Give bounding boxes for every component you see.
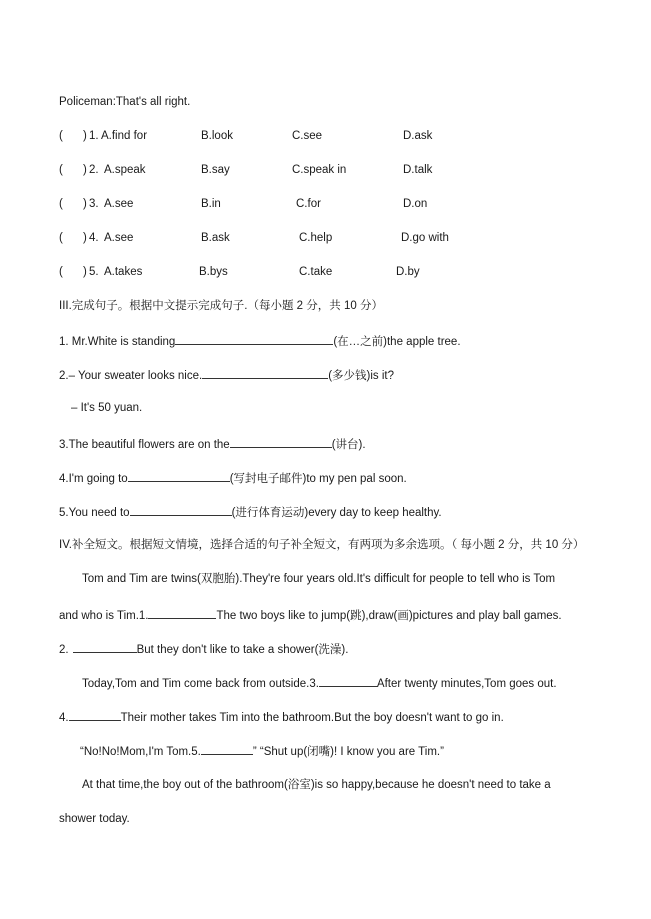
sentence-text: (写封电子邮件)to my pen pal soon. xyxy=(229,473,407,485)
answer-bracket-close: ) xyxy=(83,130,87,142)
answer-bracket-close: ) xyxy=(83,266,87,278)
answer-bracket-open: ( xyxy=(59,198,63,210)
option-b: B.bys xyxy=(199,266,228,278)
sentence-text: 2.– Your sweater looks nice. xyxy=(59,370,203,382)
option-d: D.ask xyxy=(403,130,433,142)
passage-text: “No!No!Mom,I'm Tom.5. xyxy=(80,746,201,758)
option-b: B.ask xyxy=(201,232,230,244)
option-d: D.go with xyxy=(401,232,449,244)
passage-text: Today,Tom and Tim come back from outside.3. xyxy=(82,678,319,690)
answer-bracket-open: ( xyxy=(59,232,63,244)
passage-line xyxy=(82,675,557,691)
answer-blank[interactable] xyxy=(175,333,333,345)
sentence-text: 4.I'm going to xyxy=(59,473,128,485)
sentence-1 xyxy=(59,333,461,349)
option-b: B.look xyxy=(201,130,233,142)
answer-blank[interactable] xyxy=(130,504,232,516)
answer-blank[interactable] xyxy=(202,367,328,379)
sentence-text: (在…之前)the apple tree. xyxy=(333,336,461,348)
sentence-text: (讲台). xyxy=(331,439,366,451)
option-c: C.speak in xyxy=(292,164,347,176)
answer-bracket-open: ( xyxy=(59,266,63,278)
option-a: A.takes xyxy=(104,266,143,278)
option-b: B.say xyxy=(201,164,230,176)
option-a: A.find for xyxy=(101,130,148,142)
answer-blank[interactable] xyxy=(128,470,230,482)
sentence-2-answer: – It's 50 yuan. xyxy=(71,402,143,414)
sentence-2 xyxy=(59,367,394,383)
option-c: C.help xyxy=(299,232,333,244)
passage-text: 4. xyxy=(59,712,69,724)
passage-text: and who is Tim.1. xyxy=(59,610,149,622)
passage-line: Tom and Tim are twins(双胞胎).They're four years old.It's difficult for people to tell who is Tom xyxy=(82,573,556,585)
passage-text: After twenty minutes,Tom goes out. xyxy=(376,678,557,690)
answer-bracket-close: ) xyxy=(83,232,87,244)
sentence-text: 1. Mr.White is standing xyxy=(59,336,176,348)
option-c: C.take xyxy=(299,266,333,278)
passage-line: At that time,the boy out of the bathroom(浴室)is so happy,because he doesn't need to take a xyxy=(82,779,551,791)
sentence-5 xyxy=(59,504,442,520)
option-a: A.see xyxy=(104,198,134,210)
passage-text: ” “Shut up(闭嘴)! I know you are Tim.” xyxy=(252,746,444,758)
question-number: 3. xyxy=(89,198,99,210)
question-number: 1. xyxy=(89,130,99,142)
passage-end-line: Policeman:That's all right. xyxy=(59,96,191,108)
option-c: C.for xyxy=(296,198,321,210)
passage-line xyxy=(80,743,444,759)
option-c: C.see xyxy=(292,130,323,142)
option-a: A.see xyxy=(104,232,134,244)
passage-line xyxy=(59,641,348,657)
answer-bracket-open: ( xyxy=(59,164,63,176)
passage-text: But they don't like to take a shower(洗澡). xyxy=(136,644,349,656)
answer-blank[interactable] xyxy=(148,607,216,619)
sentence-text: (多少钱)is it? xyxy=(328,370,395,382)
sentence-4 xyxy=(59,470,407,486)
answer-bracket-open: ( xyxy=(59,130,63,142)
answer-blank[interactable] xyxy=(73,641,137,653)
answer-bracket-close: ) xyxy=(83,164,87,176)
option-d: D.on xyxy=(403,198,428,210)
sentence-text: 5.You need to xyxy=(59,507,130,519)
question-number: 4. xyxy=(89,232,99,244)
option-a: A.speak xyxy=(104,164,146,176)
passage-line xyxy=(59,607,562,623)
passage-line: shower today. xyxy=(59,813,130,825)
passage-line xyxy=(59,709,504,725)
option-b: B.in xyxy=(201,198,221,210)
question-number: 2. xyxy=(89,164,99,176)
passage-text: The two boys like to jump(跳),draw(画)pictures and play ball games. xyxy=(216,610,562,622)
section-4-heading: IV.补全短文。根据短文情境，选择合适的句子补全短文，有两项为多余选项。（ 每小题 2 分，共 10 分） xyxy=(59,539,585,551)
sentence-3 xyxy=(59,436,366,452)
answer-bracket-close: ) xyxy=(83,198,87,210)
option-d: D.talk xyxy=(403,164,433,176)
answer-blank[interactable] xyxy=(319,675,377,687)
answer-blank[interactable] xyxy=(201,743,253,755)
answer-blank[interactable] xyxy=(230,436,332,448)
sentence-text: 3.The beautiful flowers are on the xyxy=(59,439,230,451)
option-d: D.by xyxy=(396,266,420,278)
answer-blank[interactable] xyxy=(69,709,121,721)
question-number: 5. xyxy=(89,266,99,278)
sentence-text: (进行体育运动)every day to keep healthy. xyxy=(231,507,442,519)
passage-text: 2. xyxy=(59,644,69,656)
section-3-heading: III.完成句子。根据中文提示完成句子.（每小题 2 分，共 10 分） xyxy=(59,300,383,312)
passage-text: Their mother takes Tim into the bathroom.But the boy doesn't want to go in. xyxy=(120,712,504,724)
